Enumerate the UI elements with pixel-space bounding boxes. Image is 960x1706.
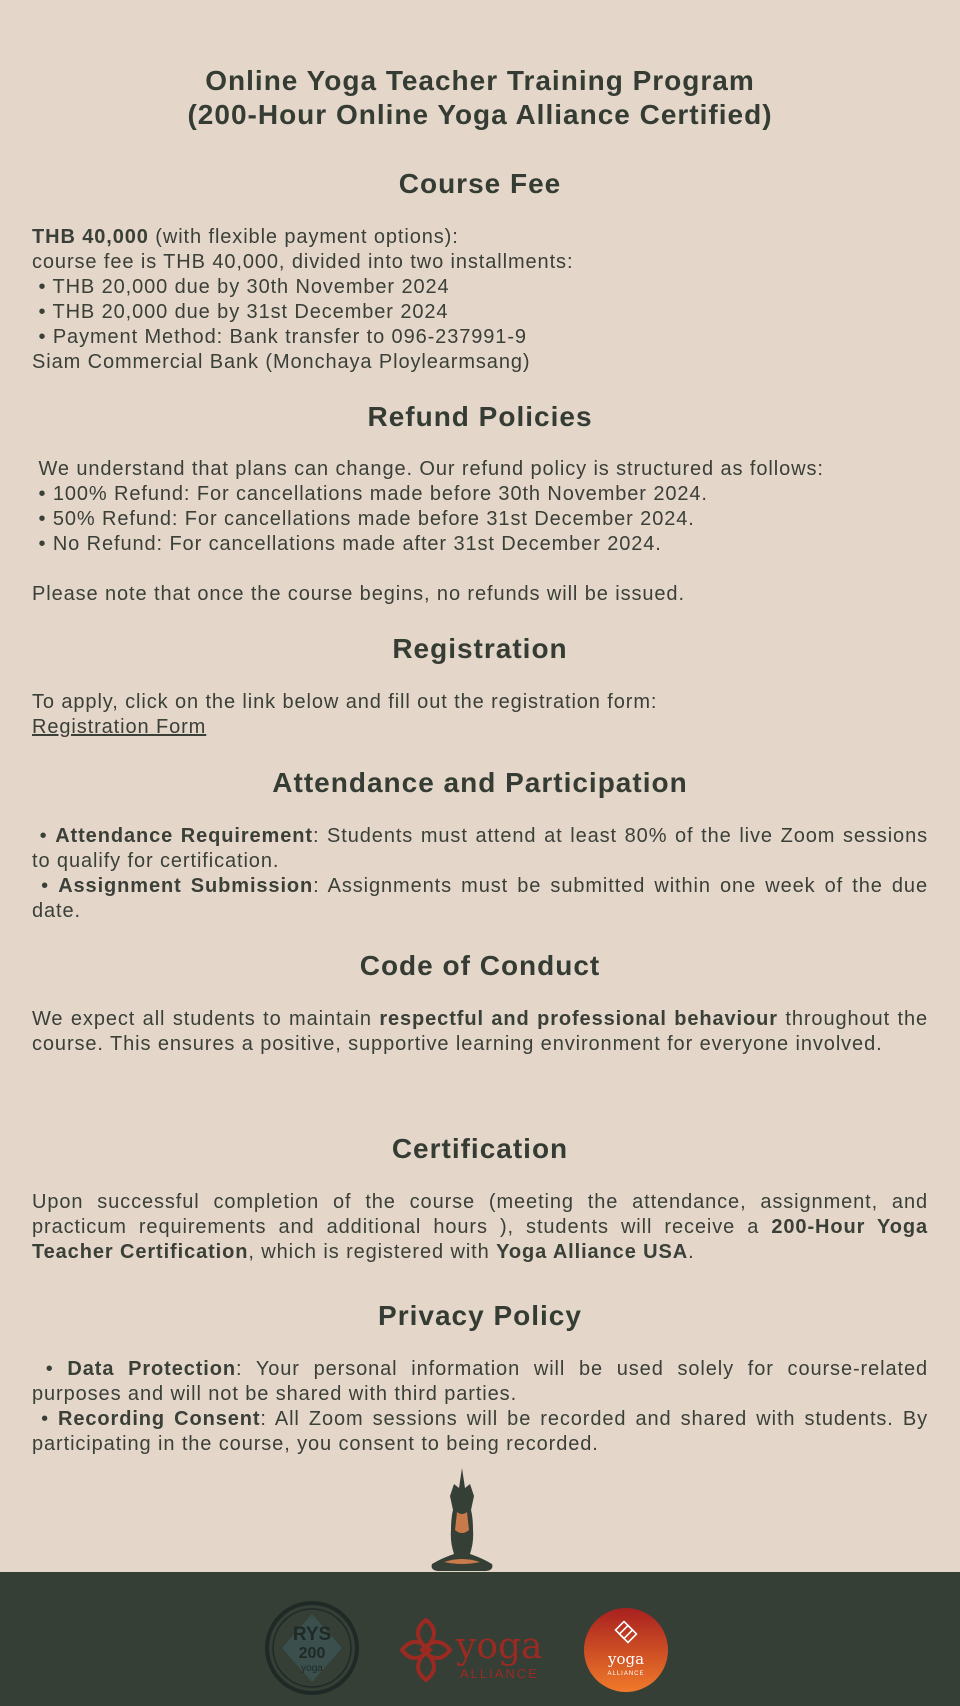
attendance-item-text: : Assignments must be submitted within one week of the due date. [32, 875, 928, 922]
logo-sub-text: ALLIANCE [460, 1666, 539, 1681]
fee-line: • THB 20,000 due by 31st December 2024 [32, 301, 449, 323]
fee-amount: THB 40,000 [32, 226, 149, 248]
circle-logo-word: yoga [607, 1650, 645, 1668]
privacy-item [32, 1357, 928, 1407]
conduct-pre: We expect all students to maintain [32, 1008, 380, 1030]
registration-heading: Registration [392, 633, 568, 664]
attendance-item [32, 874, 928, 924]
page-title [32, 64, 928, 132]
refund-note: Please note that once the course begins, no refunds will be issued. [32, 583, 685, 605]
certification-org: Yoga Alliance USA [496, 1241, 689, 1263]
attendance-item-text: : Students must attend at least 80% of the live Zoom sessions to qualify for certification. [32, 825, 928, 872]
meditating-figure-icon [424, 1466, 500, 1572]
title-line-1: Online Yoga Teacher Training Program [205, 65, 755, 96]
refund-item: • 50% Refund: For cancellations made before 31st December 2024. [32, 508, 695, 530]
refund-heading: Refund Policies [367, 401, 593, 432]
refund-body [32, 457, 928, 557]
attendance-item-label: Attendance Requirement [55, 825, 313, 847]
privacy-item [32, 1407, 928, 1457]
registration-form-link[interactable]: Registration Form [32, 716, 207, 738]
bullet: • [32, 825, 56, 847]
bullet: • [32, 1358, 68, 1380]
conduct-post: throughout the course. This ensures a positive, supportive learning environment for everyone involved. [32, 1008, 928, 1055]
yoga-alliance-circle-logo [582, 1606, 670, 1694]
yoga-alliance-logo [396, 1614, 566, 1686]
rys-200-badge [264, 1600, 360, 1696]
fee-line: • THB 20,000 due by 30th November 2024 [32, 276, 450, 298]
attendance-item [32, 824, 928, 874]
privacy-item-label: Recording Consent [58, 1408, 261, 1430]
fee-line: course fee is THB 40,000, divided into two installments: [32, 251, 574, 273]
conduct-heading: Code of Conduct [359, 950, 601, 981]
certification-post: . [688, 1241, 695, 1263]
conduct-bold: respectful and professional behaviour [379, 1008, 778, 1030]
refund-intro: We understand that plans can change. Our refund policy is structured as follows: [32, 458, 824, 480]
attendance-item-label: Assignment Submission [58, 875, 314, 897]
course-fee-body [32, 225, 928, 375]
certification-pre: Upon successful completion of the course (meeting the attendance, assignment, and practicum requirements and additional hours ), students will receive a [32, 1191, 928, 1238]
registration-text: To apply, click on the link below and fill out the registration form: [32, 691, 658, 713]
fee-line: Siam Commercial Bank (Monchaya Ploylearmsang) [32, 351, 531, 373]
bullet: • [32, 875, 59, 897]
privacy-item-label: Data Protection [67, 1358, 236, 1380]
badge-rys-text: RYS [292, 1624, 332, 1645]
privacy-item-text: : Your personal information will be used solely for course-related purposes and will not be shared with third parties. [32, 1358, 928, 1405]
attendance-heading: Attendance and Participation [272, 767, 688, 798]
bullet: • [32, 1408, 59, 1430]
course-fee-heading: Course Fee [398, 168, 562, 199]
privacy-heading: Privacy Policy [378, 1300, 582, 1331]
title-line-2: (200-Hour Online Yoga Alliance Certified) [187, 99, 773, 130]
conduct-body [32, 1007, 928, 1057]
registration-body [32, 690, 928, 740]
fee-amount-suffix: (with flexible payment options): [148, 226, 459, 248]
badge-number-text: 200 [298, 1645, 326, 1662]
certification-heading: Certification [391, 1133, 569, 1164]
privacy-item-text: : All Zoom sessions will be recorded and shared with students. By participating in the course, you consent to being recorded. [32, 1408, 928, 1455]
certification-mid: , which is registered with [248, 1241, 497, 1263]
certification-body [32, 1190, 928, 1265]
fee-line: • Payment Method: Bank transfer to 096-237991-9 [32, 326, 527, 348]
fee-amount-line [32, 225, 928, 250]
badge-small-text: yoga [301, 1663, 323, 1674]
refund-item: • 100% Refund: For cancellations made before 30th November 2024. [32, 483, 708, 505]
refund-item: • No Refund: For cancellations made after 31st December 2024. [32, 533, 662, 555]
footer [0, 1572, 960, 1706]
logo-wordmark-text: yoga [456, 1626, 543, 1667]
circle-logo-sub: ALLIANCE [607, 1671, 645, 1677]
certification-bold: 200-Hour Yoga Teacher Certification [32, 1216, 928, 1263]
